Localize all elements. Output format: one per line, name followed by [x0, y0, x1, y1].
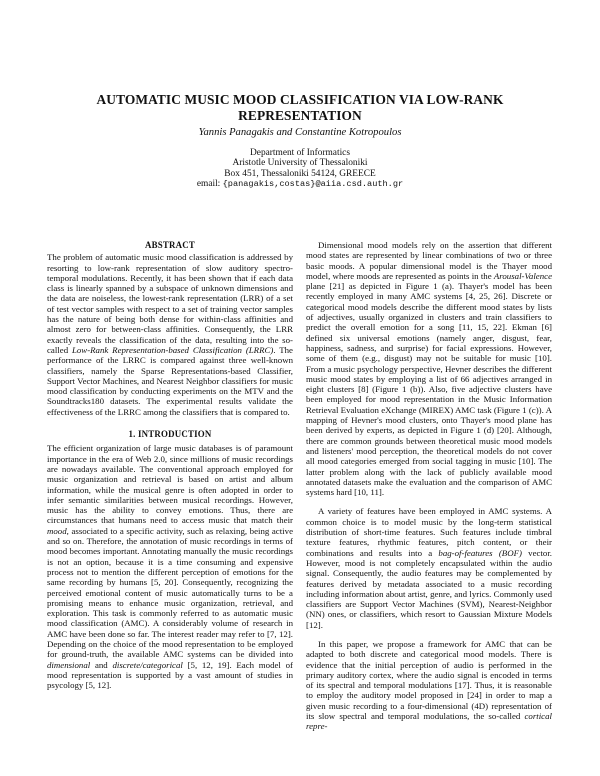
intro-p2-text-a: Dimensional mood models rely on the assertion that different mood states are represented by linear combinations of two or three basic moods. A popular dimensional model is the Thayer mood model, where moods are represented as points in the — [306, 240, 552, 281]
abstract-text-emph: Low-Rank Representation-based Classification (LRRC) — [71, 344, 274, 355]
abstract-text-1: The problem of automatic music mood classification is addressed by resorting to low-rank representation of slow auditory spectro-temporal modulations. Recently, it has been shown that if each data class is linearly spanned by a subspace of unknown dimensions and the data are noiseless, the lowest-rank representation (LRR) of a set of test vector samples with respect to a set of training vector samples has the nature of being both dense for within-class affinities and almost zero for between-class affinities. Consequently, the LRR exactly reveals the classification of the data, resulting into the so-called — [47, 252, 293, 355]
intro-p1-emph-mood: mood — [47, 525, 67, 536]
intro-p1-text-e: and — [90, 659, 113, 670]
affiliation-address: Box 451, Thessaloniki 54124, GREECE — [224, 168, 376, 179]
intro-p2-emph: Arousal-Valence — [493, 270, 552, 281]
intro-p2-text-c: plane [21] as depicted in Figure 1 (a). Thayer's model has been recently employed in many AMC systems [4, 25, 26]. Discrete or categorical mood models describe the different mood states by lists of adjectives, usually organized in clusters and train classifiers to predict the overall emotion for a song [11, 15, 22]. Ekman [6] defined six universal emotions (namely anger, disgust, fear, happiness, sadness, and surprise) for facial expressions. However, some of them (e.g., disgust) may not be suitable for music [10]. From a music psychology perspective, Hevner describes the different music mood states by employing a list of 66 adjectives arranged in eight clusters [8] (Figure 1 (b)). Also, five adjective clusters have been employed for mood representation in the Music Information Retrieval Evaluation eXchange (MIREX) AMC task (Figure 1 (c)). A mapping of Hevner's mood clusters, onto Thayer's mood plane has been derived by experts, as depicted in Figure 1 (d) [20]. Although, there are common grounds between theoretical music mood models and listeners' mood perception, the theoretical models do not cover all mood categories emerged from social tagging in music [10]. The latter problem along with the lack of publicly available mood annotated datasets make the evaluation and the comparison of AMC systems hard [10, 11]. — [306, 281, 552, 498]
left-column — [47, 240, 293, 690]
affiliation-block — [60, 148, 540, 190]
intro-p1-text-c: , associated to a specific activity, such as relaxing, being active and so on. Therefore, the annotation of music recordings in terms of mood becomes important. Annotating manually the music recordings is not an option, because it is a time consuming and expensive process not to mention the different perception of emotions for the same recording by humans [5, 20]. Consequently, recognizing the perceived emotional content of music automatically turns to be a promising means to enhance music organization, retrieval, and exploration. This task is commonly referred to as automatic music mood classification (AMC). A considerably volume of research in AMC have been done so far. The interest reader may refer to [7, 12]. Depending on the choice of the mood representation to be employed for ground-truth, the available AMC systems can be divided into — [47, 525, 293, 660]
introduction-heading: 1. INTRODUCTION — [128, 429, 212, 440]
affiliation-email-line — [60, 179, 540, 189]
intro-p3-text-c: vector. However, mood is not completely encapsulated within the audio signal. Consequently, the audio features may be complemented by features derived by metadata associated to a music recording including information about artist, genre, and lyrics. Commonly used classifiers are Support Vector Machines (SVM), Nearest-Neighbor (NN) ones, or classifiers, which resort to Gaussian Mixture Models [12]. — [306, 547, 552, 630]
abstract-paragraph — [47, 252, 293, 417]
intro-p4-text-a: In this paper, we propose a framework for AMC that can be adapted to both discrete and categorical mood models. There is evidence that the initial perception of audio is performed in the primary auditory cortex, where the audio signal is encoded in terms of its spectral and temporal modulations [17]. Thus, it is reasonable to employ the auditory model proposed in [24] in order to map a given music recording to a four-dimensional (4D) representation of its slow spectral and temporal modulations, the so-called — [306, 638, 552, 722]
right-column — [306, 240, 552, 732]
abstract-text-2: . The performance of the LRRC is compared against three well-known classifiers, namely the Sparse Representations-based Classifier, Support Vector Machines, and Nearest Neighbor classifiers for music mood classification by conducting experiments on the MTV and the Soundtracks180 datasets. The experimental results validate the effectiveness of the LRRC among the classifiers that is compared to. — [47, 344, 293, 417]
intro-paragraph-2 — [306, 240, 552, 497]
intro-p3-text-a: A variety of features have been employed in AMC systems. A common choice is to model music by the long-term statistical distribution of short-time features. Such features include timbral texture features, rhythmic features, pitch content, or their combinations and results into a — [306, 506, 552, 558]
affiliation-university: Aristotle University of Thessaloniki — [232, 158, 368, 169]
intro-paragraph-1 — [47, 443, 293, 690]
intro-p4-emph: cortical repre- — [306, 711, 552, 732]
paper-title: AUTOMATIC MUSIC MOOD CLASSIFICATION VIA LOW-RANK REPRESENTATION — [96, 92, 504, 123]
affiliation-department: Department of Informatics — [250, 148, 350, 158]
intro-paragraph-3 — [306, 506, 552, 630]
intro-p1-emph-dimensional: dimensional — [47, 659, 91, 670]
intro-p1-text-a: The efficient organization of large music databases is of paramount importance in the era of Web 2.0, since millions of music recordings are nowadays available. The conventional approach employed for music organization and retrieval is based on artist and album information, while the musical genre is often adopted in order to infer semantic similarities between musical recordings. However, music has the ability to convey emotions. Thus, there are circumstances that humans need to access music that match their — [47, 443, 293, 526]
email-label: email: — [196, 179, 221, 190]
paper-authors: Yannis Panagakis and Constantine Kotropoulos — [198, 127, 402, 138]
abstract-heading: ABSTRACT — [145, 240, 195, 250]
intro-p3-emph: bag-of-features (BOF) — [438, 547, 522, 558]
intro-p1-text-g: [5, 12, 19]. Each model of mood representation is supported by a vast amount of studies in psycology [5, 12]. — [47, 659, 293, 691]
intro-paragraph-4 — [306, 639, 552, 732]
intro-p1-emph-discrete: discrete/categorical — [112, 659, 183, 670]
email-address: {panagakis,costas}@aiia.csd.auth.gr — [222, 179, 404, 190]
